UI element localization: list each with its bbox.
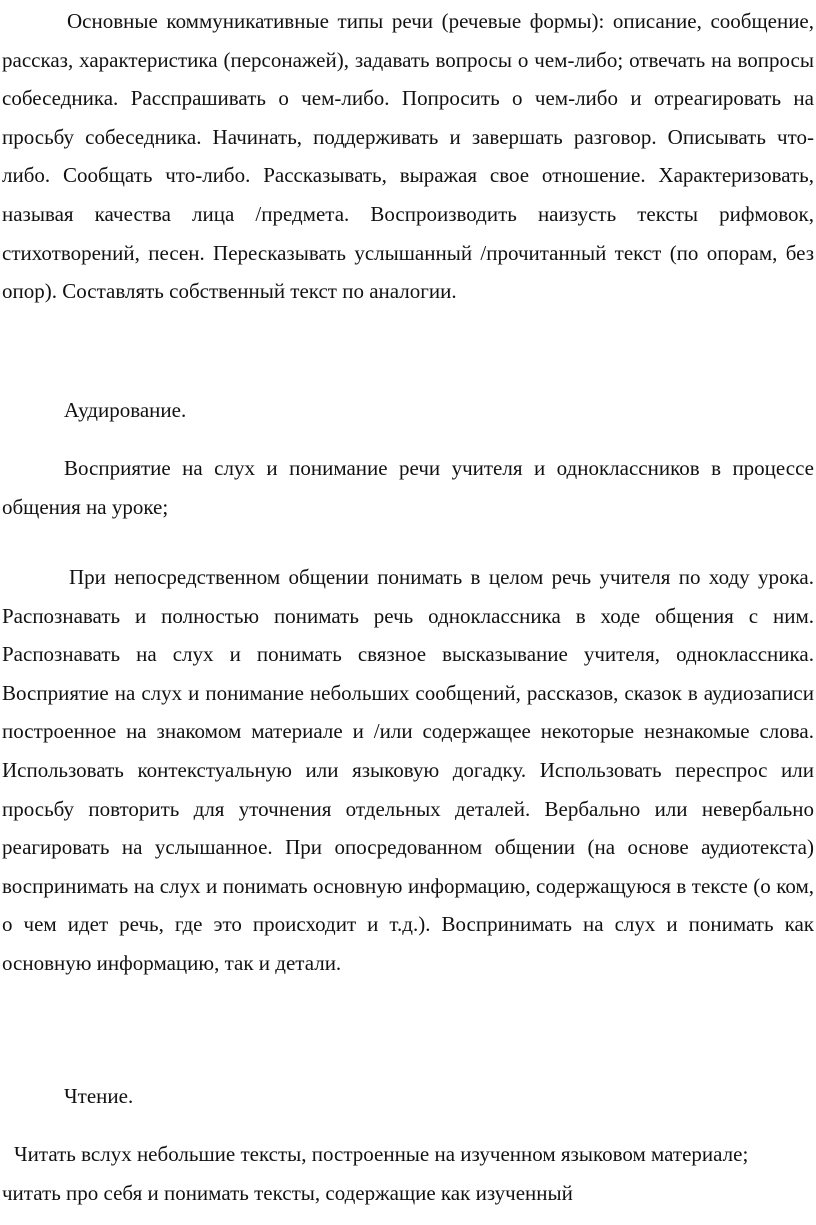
paragraph-listening-intro: Восприятие на слух и понимание речи учителя и одноклассников в процессе общения на уроке; [2,456,814,519]
section-heading-listening: Аудирование. [64,398,187,422]
paragraph-reading: Читать вслух небольшие тексты, построенные на изученном языковом материале; читать про себя и понимать тексты, содержащие как изученный [2,1142,749,1205]
section-heading-reading: Чтение. [64,1084,134,1108]
paragraph-speaking-forms: Основные коммуникативные типы речи (речевые формы): описание, сообщение, рассказ, характеристика (персонажей), задавать вопросы о чем-либо; отвечать на вопросы собеседника. Расспрашивать о чем-либо. Попросить о чем-либо и отреагировать на просьбу собеседника. Начинать, поддерживать и завершать разговор. Описывать что-либо. Сообщать что-либо. Рассказывать, выражая свое отношение. Характеризовать, называя качества лица /предмета. Воспроизводить наизусть тексты рифмовок, стихотворений, песен. Пересказывать услышанный /прочитанный текст (по опорам, без опор). Составлять собственный текст по аналогии. [2,9,814,304]
paragraph-listening-details: При непосредственном общении понимать в целом речь учителя по ходу урока. Распознавать и полностью понимать речь одноклассника в ходе общения с ним. Распознавать на слух и понимать связное высказывание учителя, одноклассника. Восприятие на слух и понимание небольших сообщений, рассказов, сказок в аудиозаписи построенное на знакомом материале и /или содержащее некоторые незнакомые слова. Использовать контекстуальную или языковую догадку. Использовать переспрос или просьбу повторить для уточнения отдельных деталей. Вербально или невербально реагировать на услышанное. При опосредованном общении (на основе аудиотекста) воспринимать на слух и понимать основную информацию, содержащуюся в тексте (о ком, о чем идет речь, где это происходит и т.д.). Воспринимать на слух и понимать как основную информацию, так и детали. [2,565,814,975]
